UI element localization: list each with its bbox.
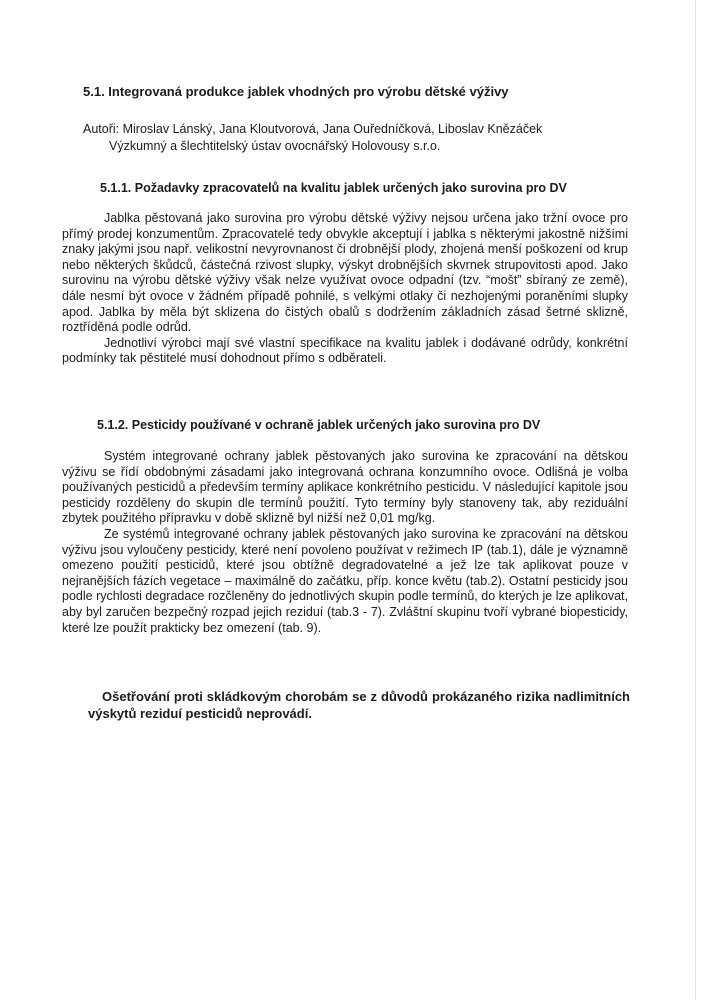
subsection-1-title: 5.1.1. Požadavky zpracovatelů na kvalitu jablek určených jako surovina pro DV [100,181,567,195]
closing-note-text: Ošetřování proti skládkovým chorobám se z důvodů prokázaného rizika nadlimitních výskytů reziduí pesticidů neprovádí. [88,689,630,721]
authors-block [83,121,643,155]
subsection-2-title: 5.1.2. Pesticidy používané v ochraně jablek určených jako surovina pro DV [97,418,541,432]
closing-note [88,688,630,722]
authors-affiliation: Výzkumný a šlechtitelský ústav ovocnářský Holovousy s.r.o. [109,139,441,153]
subsection-2-paragraph-2: Ze systémů integrované ochrany jablek pěstovaných jako surovina ke zpracování na dětskou výživu jsou vyloučeny pesticidy, které není povoleno používat v režimech IP (tab.1), dále je významně omezeno použití pesticidů, které jsou obtížně degradovatelné a jež lze tak aplikovat pouze v nejranějších fázích vegetace – maximálně do začátku, příp. konce květu (tab.2). Ostatní pesticidy jsou podle rychlosti degradace rozčleněny do jednotlivých skupin podle termínů, do kterých je lze aplikovat, aby byl zaručen bezpečný rozpad jejich reziduí (tab.3 - 7). Zvláštní skupinu tvoří vybrané biopesticidy, které lze použít prakticky bez omezení (tab. 9). [62,526,628,635]
subsection-2-body [62,449,628,636]
authors-names: Autoři: Miroslav Lánský, Jana Kloutvorová, Jana Ouředníčková, Liboslav Knězáček [83,122,543,136]
subsection-1-paragraph-2: Jednotliví výrobci mají své vlastní specifikace na kvalitu jablek i dodávané odrůdy, konkrétní podmínky tak pěstitelé musí dohodnout přímo s odběrateli. [62,335,628,366]
subsection-2-paragraph-1: Systém integrované ochrany jablek pěstovaných jako surovina ke zpracování na dětskou výživu se řídí obdobnými zásadami jako integrovaná ochrana konzumního ovoce. Odlišná je volba používaných pesticidů a především termíny aplikace konkrétního pesticidu. V následující kapitole jsou pesticidy rozděleny do skupin dle termínů použití. Tyto termíny byly stanoveny tak, aby reziduální zbytek použitého přípravku v době sklizně byl nižší než 0,01 mg/kg. [62,449,628,526]
subsection-1-paragraph-1: Jablka pěstovaná jako surovina pro výrobu dětské výživy nejsou určena jako tržní ovoce pro přímý prodej konzumentům. Zpracovatelé tedy obvykle akceptují i jablka s některými jakostně nižšími znaky jakými jsou např. velikostní nevyrovnanost či drobnější plody, zhojená menší poškození od krup nebo některých škůdců, částečná rzivost slupky, výskyt drobnějších skvrnek strupovitosti apod. Jako surovinu na výrobu dětské výživy však nelze využívat ovoce odpadní (tzv. “mošt” sbíraný ze země), dále nesmí být ovoce v žádném případě pohnilé, s velkými otlaky či nezhojenými poraněními slupky apod. Jablka by měla být sklizena do čistých obalů s dodržením základních zásad šetrné sklizně, roztříděná podle odrůd. [62,211,628,335]
subsection-1-body [62,211,628,367]
section-title: 5.1. Integrovaná produkce jablek vhodných pro výrobu dětské výživy [83,84,509,99]
page-edge-line [695,0,696,1000]
